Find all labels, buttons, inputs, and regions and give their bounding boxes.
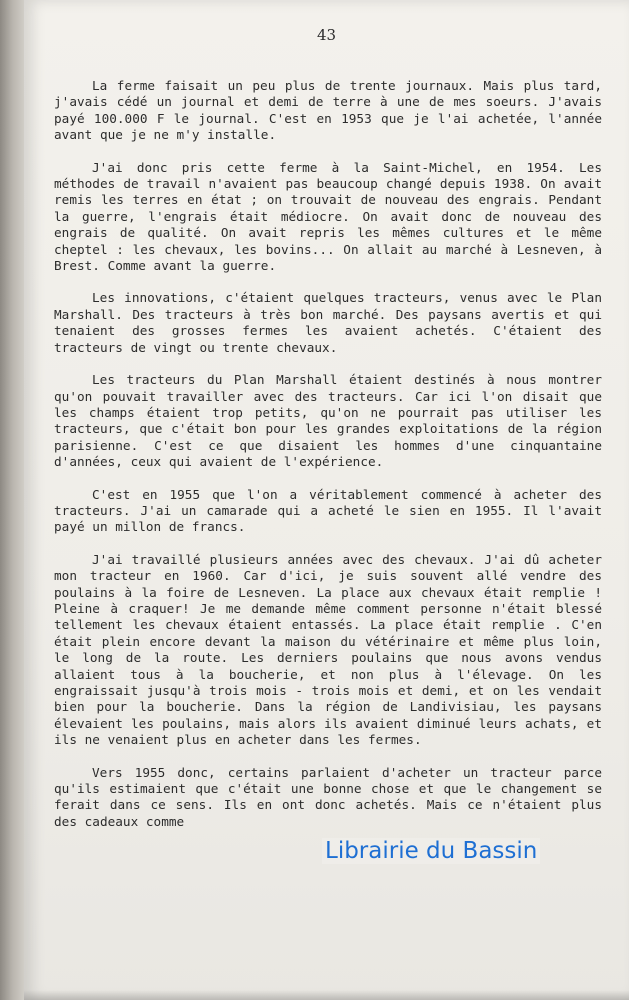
bookseller-watermark: Librairie du Bassin bbox=[322, 838, 540, 864]
page-bottom-shadow bbox=[24, 990, 629, 1000]
paragraph-5: C'est en 1955 que l'on a véritablement commencé à acheter des tracteurs. J'ai un camarade qui a acheté le sien en 1955. Il l'avait payé un millon de francs. bbox=[54, 486, 602, 535]
page-text bbox=[54, 78, 602, 846]
paragraph-1: La ferme faisait un peu plus de trente journaux. Mais plus tard, j'avais cédé un journal et demi de terre à une de mes soeurs. J'avais payé 100.000 F le journal. C'est en 1953 que je l'ai achetée, l'année avant que je ne m'y installe. bbox=[54, 78, 602, 143]
paragraph-2: J'ai donc pris cette ferme à la Saint-Michel, en 1954. Les méthodes de travail n'avaient pas beaucoup changé depuis 1938. On avait remis les terres en état ; on trouvait de nouveau des engrais. Pendant la guerre, l'engrais était médiocre. On avait donc de nouveau des engrais de qualité. On avait repris les mêmes cultures et le même cheptel : les chevaux, les bovins... On allait au marché à Lesneven, à Brest. Comme avant la guerre. bbox=[54, 159, 602, 274]
paragraph-3: Les innovations, c'étaient quelques tracteurs, venus avec le Plan Marshall. Des tracteurs à très bon marché. Des paysans avertis et qui tenaient des grosses fermes les avaient achetés. C'étaient des tracteurs de vingt ou trente chevaux. bbox=[54, 290, 602, 355]
paragraph-6: J'ai travaillé plusieurs années avec des chevaux. J'ai dû acheter mon tracteur en 1960. Car d'ici, je suis souvent allé vendre des poulains à la foire de Lesneven. La place aux chevaux était remplie ! Pleine à craquer! Je me demande même comment personne n'était blessé tellement les chevaux étaient entassés. La place était remplie . C'en était plein encore devant la maison du vétérinaire et même plus loin, le long de la route. Les derniers poulains que nous avons vendus allaient tous à la boucherie, et non plus à l'élevage. On les engraissait jusqu'à trois mois - trois mois et demi, et on les vendait bien pour la boucherie. Dans la région de Landivisiau, les paysans élevaient les poulains, mais alors ils avaient diminué leurs achats, et ils ne venaient plus en acheter dans les fermes. bbox=[54, 551, 602, 748]
page-number: 43 bbox=[316, 26, 337, 44]
paragraph-4: Les tracteurs du Plan Marshall étaient destinés à nous montrer qu'on pouvait travailler avec des tracteurs. Car ici l'on disait que les champs étaient trop petits, qu'on ne pourrait pas utiliser les tracteurs, que c'était bon pour les grandes exploitations de la région parisienne. C'est ce que disaient les hommes d'une cinquantaine d'années, ceux qui avaient de l'expérience. bbox=[54, 372, 602, 470]
paragraph-7: Vers 1955 donc, certains parlaient d'acheter un tracteur parce qu'ils estimaient que c'était une bonne chose et que le changement se ferait dans ce sens. Ils en ont donc achetés. Mais ce n'étaient plus des cadeaux comme bbox=[54, 764, 602, 829]
